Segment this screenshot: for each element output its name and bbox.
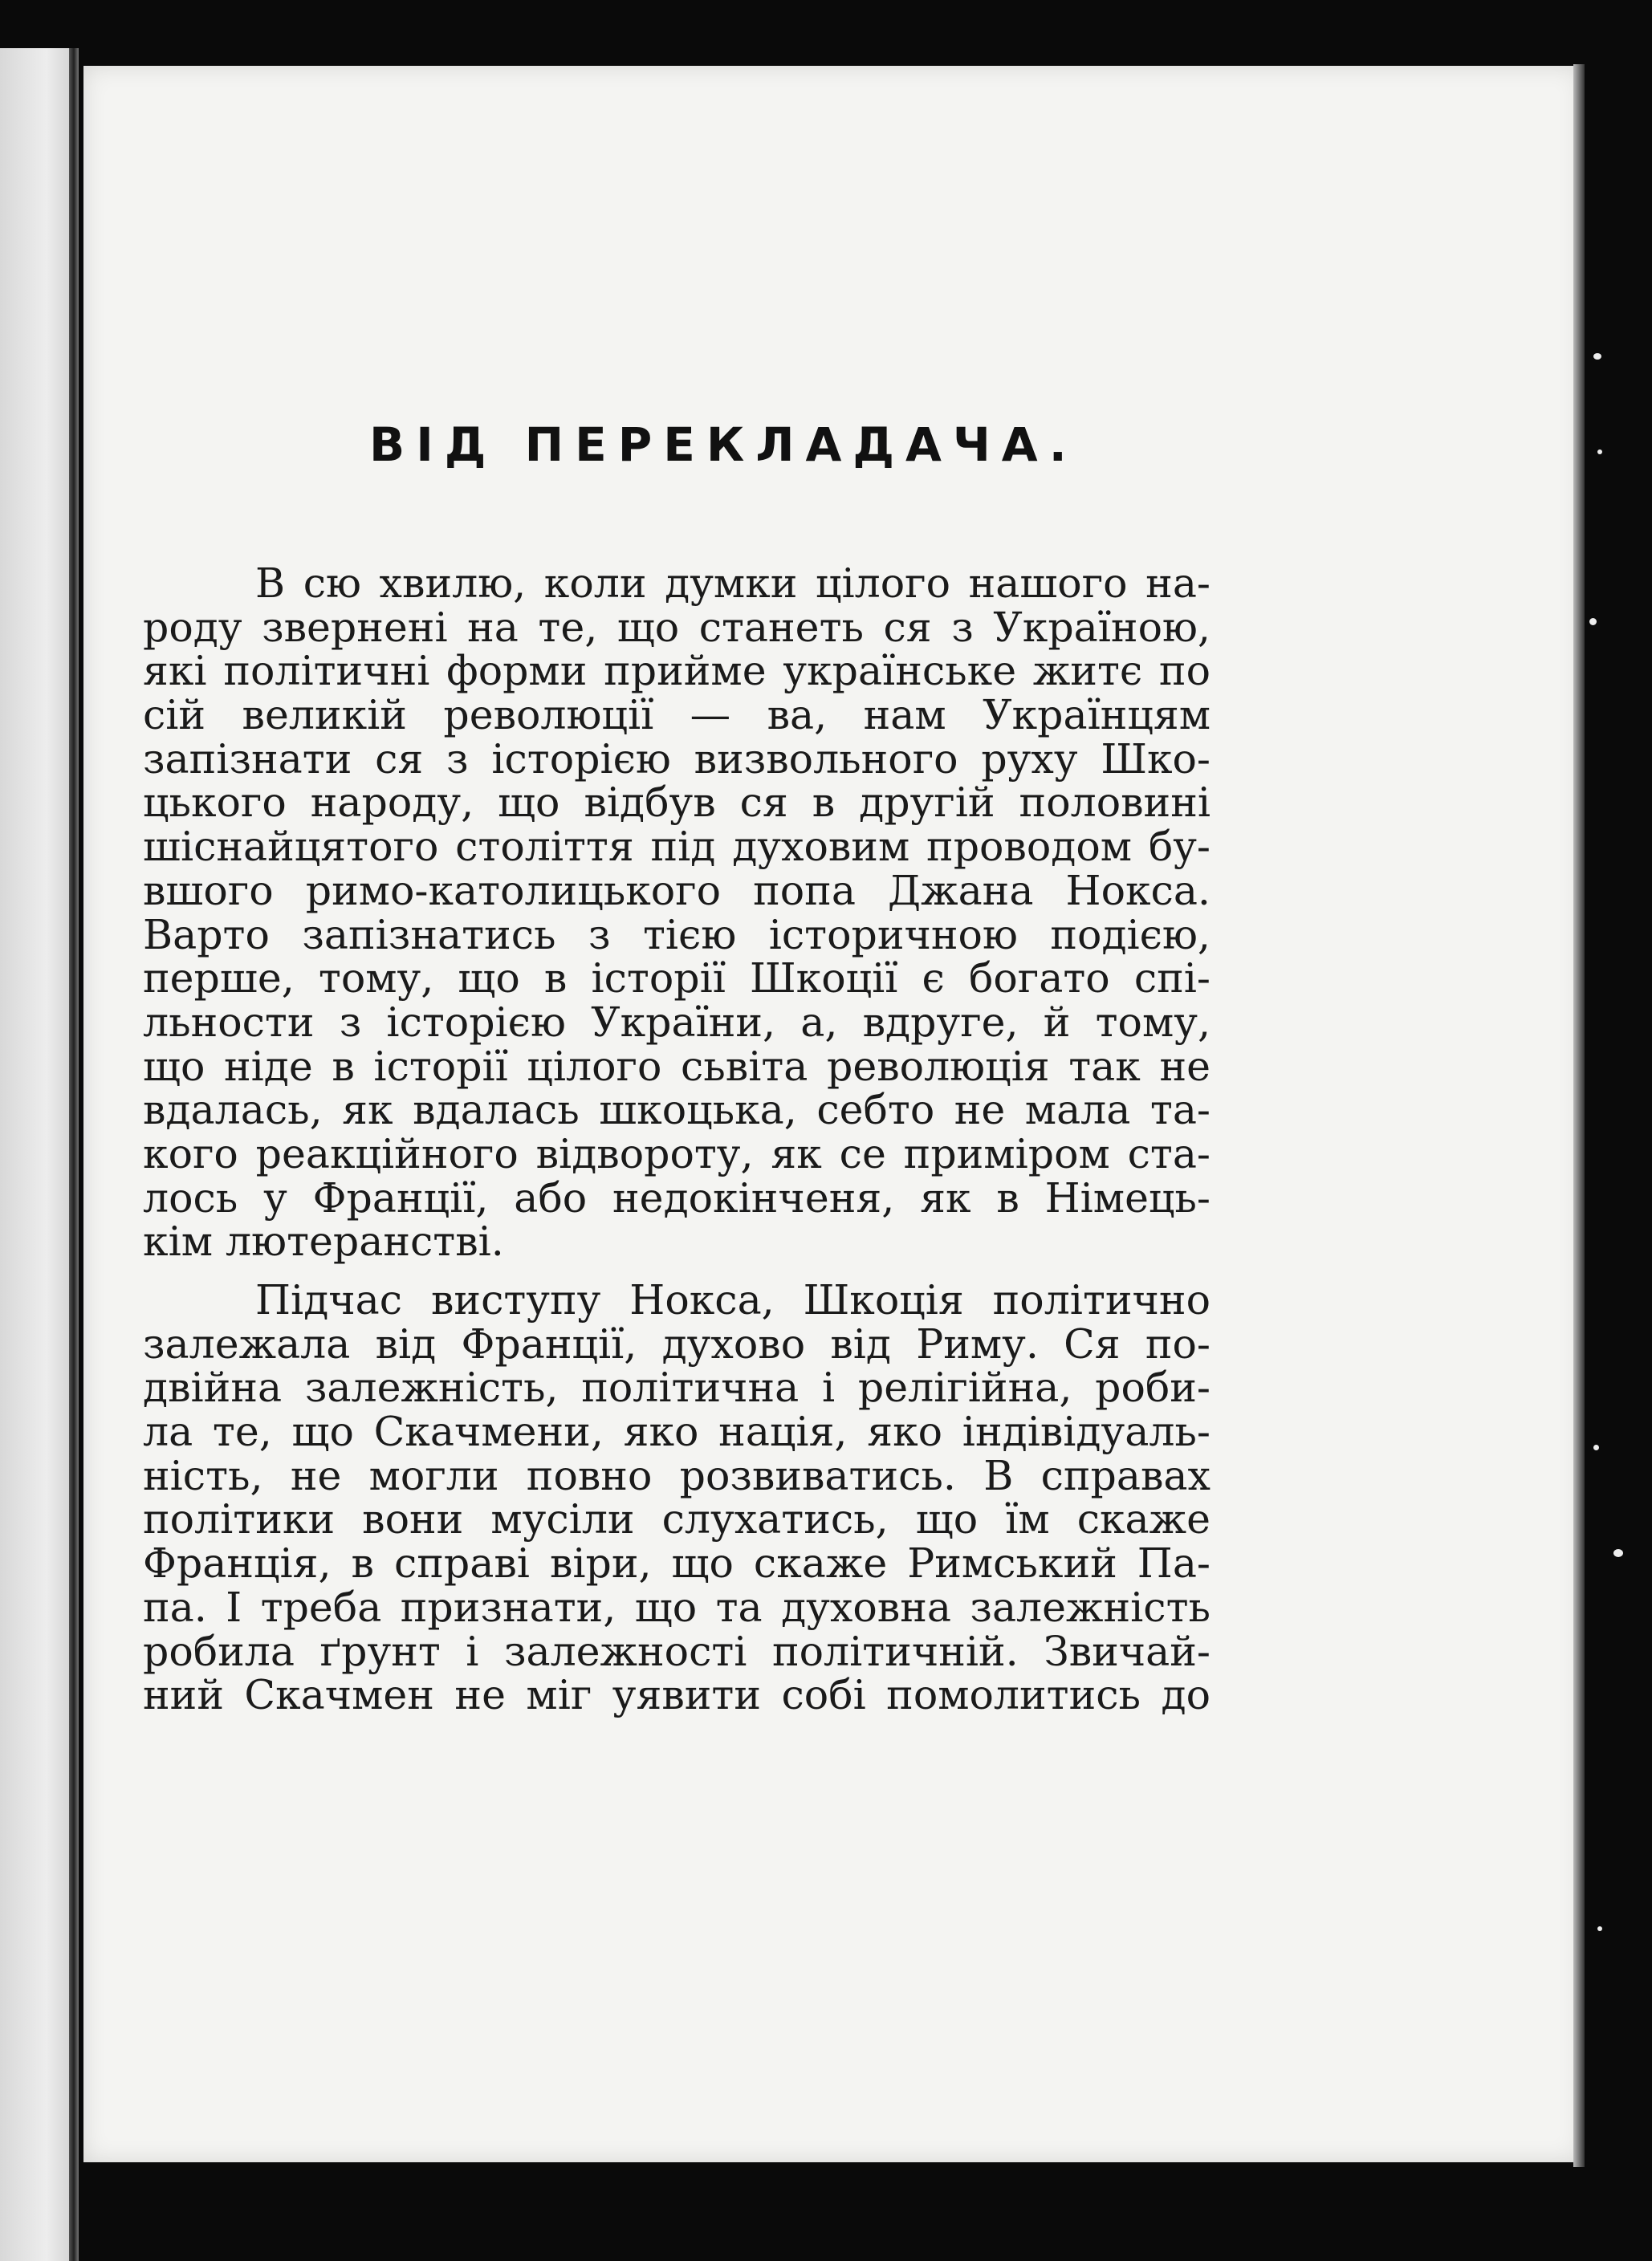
text-line: кім лютеранстві. [143,1218,504,1266]
text-line: двійна залежність, політична і релігійна, роби- [143,1364,1211,1412]
text-line: В сю хвилю, коли думки цілого нашого на- [255,559,1211,607]
text-line: Варто запізнатись з тією історичною подією, [143,910,1211,958]
text-line: які політичні форми прийме українське житє по [143,647,1211,695]
text-line: лось у Франції, або недокінченя, як в Німець- [143,1173,1211,1222]
text-line: шіснайцятого століття під духовим проводом бу- [143,823,1211,871]
text-line: перше, тому, що в історії Шкоції є богато спі- [143,954,1211,1002]
paragraph-2 [143,1276,1211,1719]
text-line: кого реакційного відвороту, як се приміром ста- [143,1129,1211,1177]
dust-speck [1593,353,1601,360]
text-line: па. І треба признати, що та духовна залежність [143,1583,1211,1631]
text-line: що ніде в історії цілого сьвіта революція так не [143,1042,1211,1090]
facing-page-edge [0,48,77,2261]
page-right-edge [1573,64,1585,2167]
text-line: вдалась, як вдалась шкоцька, себто не мала та- [143,1086,1211,1134]
text-line: Франція, в справі віри, що скаже Римський Па- [143,1539,1211,1588]
dust-speck [1589,618,1597,625]
dust-speck [1597,449,1602,454]
text-line: ність, не могли повно розвиватись. В справах [143,1451,1211,1499]
paragraph-1 [143,559,1211,1266]
dust-speck [1597,1926,1602,1931]
text-line: ний Скачмен не міг уявити собі помолитись до [143,1671,1211,1719]
page-title: ВІД ПЕРЕКЛАДАЧА. [369,417,1078,472]
text-line: вшого римо-католицького попа Джана Нокса. [143,866,1211,914]
text-line: політики вони мусіли слухатись, що їм скаже [143,1495,1211,1543]
page-gutter [69,48,79,2261]
text-line: цького народу, що відбув ся в другій половині [143,779,1211,827]
text-line: Підчас виступу Нокса, Шкоція політично [255,1276,1211,1324]
text-line: запізнати ся з історією визвольного руху Шко- [143,734,1211,783]
dust-speck [1593,1445,1599,1450]
text-line: сій великій революції — ва, нам Українцям [143,691,1211,739]
body-text [143,559,1211,1719]
text-line: льности з історією України, а, вдруге, й тому, [143,998,1211,1046]
text-line: ла те, що Скачмени, яко нація, яко індівідуаль- [143,1408,1211,1456]
text-line: роду звернені на те, що станеть ся з Україною, [143,603,1211,651]
text-line: робила ґрунт і залежності політичній. Звичай- [143,1627,1211,1675]
dust-speck [1613,1549,1623,1557]
text-line: залежала від Франції, духово від Риму. Ся по- [143,1320,1211,1368]
